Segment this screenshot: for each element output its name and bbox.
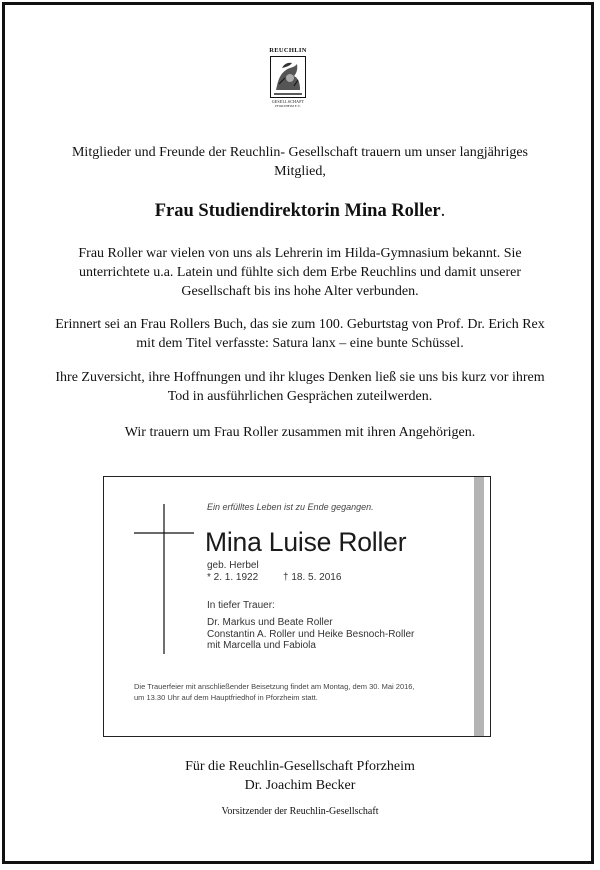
funeral-line: Die Trauerfeier mit anschließender Beisetzung findet am Montag, dem 30. Mai 2016, bbox=[134, 682, 415, 691]
mourner-line: Constantin A. Roller und Heike Besnoch-Roller bbox=[207, 628, 415, 640]
signature-org: Für die Reuchlin-Gesellschaft Pforzheim bbox=[185, 759, 415, 774]
notice-motto: Ein erfülltes Leben ist zu Ende gegangen. bbox=[207, 502, 374, 512]
paragraph-teacher bbox=[50, 244, 550, 301]
intro-line: Mitglieder und Freunde der Reuchlin- Gesellschaft trauern um unser langjähriges bbox=[71, 145, 529, 160]
paragraph-line: mit dem Titel verfasste: Satura lanx – eine bunte Schüssel. bbox=[136, 336, 464, 351]
paragraph-book bbox=[50, 315, 550, 353]
signature-name: Dr. Joachim Becker bbox=[244, 778, 356, 793]
paragraph-line: Tod in ausführlichen Gesprächen zuteilwerden. bbox=[167, 389, 433, 404]
notice-side-bar bbox=[474, 477, 484, 736]
logo-subtitle-place: PFORZHEIM E.V. bbox=[275, 104, 301, 108]
logo-title: REUCHLIN bbox=[269, 47, 307, 54]
paragraph-line: unterrichtete u.a. Latein und fühlte sich dem Erbe Reuchlins und damit unserer bbox=[78, 265, 522, 280]
birth-date: * 2. 1. 1922 bbox=[207, 572, 259, 583]
paragraph-line: Frau Roller war vielen von uns als Lehrerin im Hilda-Gymnasium bekannt. Sie bbox=[78, 246, 522, 261]
title-punctuation: . bbox=[440, 201, 446, 221]
mourning-label: In tiefer Trauer: bbox=[207, 600, 275, 611]
signature-block bbox=[50, 757, 550, 795]
paragraph-line: Gesellschaft bis ins hohe Alter verbunden. bbox=[181, 284, 419, 299]
intro-line: Mitglied, bbox=[274, 164, 326, 179]
paragraph-line: Erinnert sei an Frau Rollers Buch, das sie zum 100. Geburtstag von Prof. Dr. Erich Rex bbox=[55, 317, 545, 332]
reuchlin-logo bbox=[264, 47, 312, 117]
mourner-line: mit Marcella und Fabiola bbox=[207, 640, 316, 651]
birth-name: geb. Herbel bbox=[207, 560, 259, 571]
logo-subtitle: GESELLSCHAFT bbox=[271, 99, 305, 104]
page-title bbox=[50, 201, 550, 222]
paragraph-mourning bbox=[50, 423, 550, 442]
signature-role: Vorsitzender der Reuchlin-Gesellschaft bbox=[221, 806, 379, 817]
mourners-list bbox=[207, 617, 414, 652]
obituary-notice bbox=[103, 476, 491, 737]
intro-text bbox=[50, 143, 550, 181]
funeral-line: um 13.30 Uhr auf dem Hauptfriedhof in Pforzheim statt. bbox=[134, 692, 318, 702]
funeral-info bbox=[134, 682, 415, 703]
paragraph-line: Ihre Zuversicht, ihre Hoffnungen und ihr kluges Denken ließ sie uns bis kurz vor ihrem bbox=[55, 370, 545, 385]
paragraph-line: Wir trauern um Frau Roller zusammen mit ihren Angehörigen. bbox=[124, 425, 476, 440]
deceased-title: Frau Studiendirektorin Mina Roller bbox=[154, 201, 441, 221]
deceased-name: Mina Luise Roller bbox=[205, 527, 407, 557]
mourner-line: Dr. Markus und Beate Roller bbox=[207, 617, 333, 628]
death-date: † 18. 5. 2016 bbox=[283, 572, 342, 583]
cross-icon bbox=[134, 504, 194, 654]
paragraph-confidence bbox=[50, 368, 550, 406]
coat-of-arms-icon bbox=[270, 56, 306, 98]
